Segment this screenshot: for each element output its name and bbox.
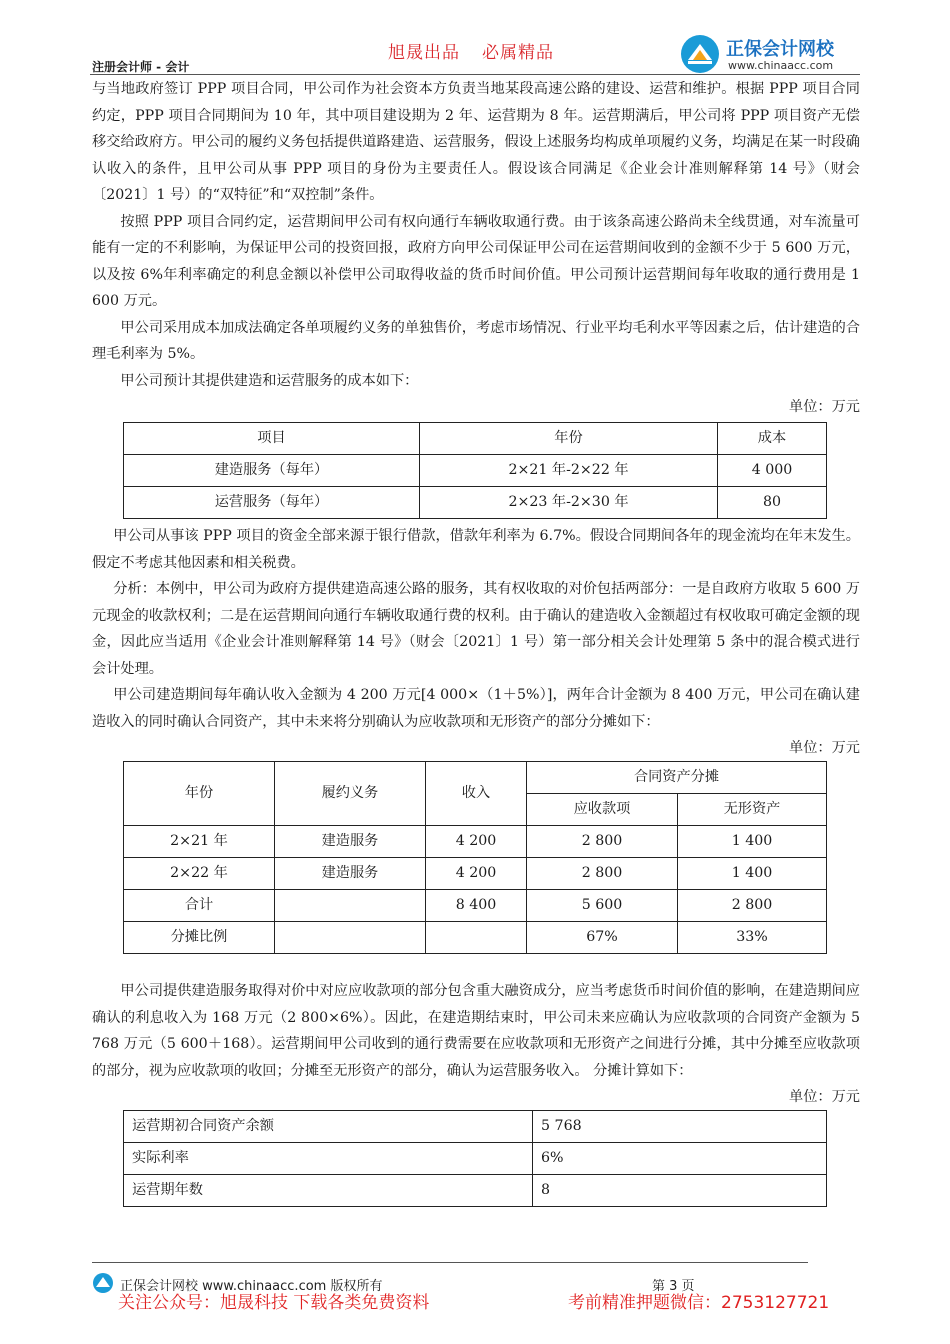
table-cell: 8	[533, 1175, 827, 1207]
table-cell: 运营服务（每年）	[124, 487, 420, 519]
document-body	[92, 76, 860, 1207]
logo-emblem-icon	[680, 34, 720, 74]
table-header-row	[124, 423, 827, 455]
table-cell: 80	[718, 487, 827, 519]
table-cell: 2×21 年-2×22 年	[420, 455, 718, 487]
unit-label-1: 单位：万元	[789, 399, 860, 415]
paragraph-6: 分析：本例中，甲公司为政府方提供建造高速公路的服务，其有权收取的对价包括两部分：一是自政府方收取 5 600 万元现金的收款权利；二是在运营期间向通行车辆收取通行费的权利。由于确认的建造收入金额超过有权收取可确定金额的现金，因此应当适用《企业会计准则解释第 14 号》（财会〔2021〕1 号）第一部分相关会计处理第 5 条中的混合模式进行会计处理。	[92, 581, 860, 677]
footer-copyright: 正保会计网校 www.chinaacc.com 版权所有	[120, 1279, 383, 1294]
table-row	[124, 858, 827, 890]
footer-divider	[92, 1262, 808, 1263]
allocation-table	[123, 761, 827, 954]
table-cell: 运营期年数	[124, 1175, 533, 1207]
chinaacc-logo	[680, 34, 880, 74]
table-cell: 5 600	[527, 890, 678, 922]
paragraph-3: 甲公司采用成本加成法确定各单项履约义务的单独售价，考虑市场情况、行业平均毛利水平等因素之后，估计建造的合理毛利率为 5%。	[92, 319, 860, 362]
table-cell: 实际利率	[124, 1143, 533, 1175]
table-cell: 2×22 年	[124, 858, 275, 890]
table-cell: 2 800	[527, 826, 678, 858]
table-header-cell: 履约义务	[275, 762, 426, 826]
logo-title: 正保会计网校	[726, 39, 834, 60]
table-cell: 2×23 年-2×30 年	[420, 487, 718, 519]
document-header-title: 注册会计师 - 会计	[92, 60, 190, 74]
table-row	[124, 455, 827, 487]
table-cell: 2×21 年	[124, 826, 275, 858]
table-row	[124, 826, 827, 858]
table-cell: 2 800	[527, 858, 678, 890]
table-row	[124, 890, 827, 922]
table-row	[124, 1111, 827, 1143]
table-cell: 2 800	[678, 890, 827, 922]
table-cell: 4 000	[718, 455, 827, 487]
table-cell: 1 400	[678, 826, 827, 858]
header-slogan	[388, 38, 576, 63]
table-cell: 5 768	[533, 1111, 827, 1143]
table-header-cell: 年份	[124, 762, 275, 826]
table-row	[124, 922, 827, 954]
table-cell: 4 200	[426, 858, 527, 890]
table-cell	[426, 922, 527, 954]
cost-table	[123, 422, 827, 519]
table-row	[124, 487, 827, 519]
table-cell: 建造服务（每年）	[124, 455, 420, 487]
page-number: 第 3 页	[652, 1279, 695, 1294]
table-header-row	[124, 762, 827, 794]
table-cell	[275, 922, 426, 954]
table-row	[124, 1175, 827, 1207]
table-cell	[275, 890, 426, 922]
table-cell: 6%	[533, 1143, 827, 1175]
table-cell: 33%	[678, 922, 827, 954]
paragraph-7: 甲公司建造期间每年确认收入金额为 4 200 万元[4 000×（1＋5%）]，两年合计金额为 8 400 万元，甲公司在确认建造收入的同时确认合同资产，其中未来将分别确认为应收款项和无形资产的部分分摊如下：	[92, 687, 860, 730]
slogan-part-1: 旭晟出品	[388, 43, 460, 63]
table-header-cell: 无形资产	[678, 794, 827, 826]
unit-label-3: 单位：万元	[789, 1089, 860, 1105]
unit-label-2: 单位：万元	[789, 740, 860, 756]
table-header-cell: 项目	[124, 423, 420, 455]
table-cell: 8 400	[426, 890, 527, 922]
promo-right-text: 考前精准押题微信：2753127721	[568, 1293, 830, 1313]
paragraph-8: 甲公司提供建造服务取得对价中对应应收款项的部分包含重大融资成分，应当考虑货币时间价值的影响，在建造期间应确认的利息收入为 168 万元（2 800×6%）。因此，在建造期结束时，甲公司未来应确认为应收款项的合同资产金额为 5 768 万元（5 600＋168）。运营期间甲公司收到的通行费需要在应收款项和无形资产之间进行分摊，其中分摊至应收款项的部分，视为应收款项的收回；分摊至无形资产的部分，确认为运营服务收入。 分摊计算如下：	[92, 983, 860, 1079]
table-cell: 67%	[527, 922, 678, 954]
amortization-table	[123, 1110, 827, 1207]
paragraph-4: 甲公司预计其提供建造和运营服务的成本如下：	[120, 372, 419, 389]
paragraph-2: 按照 PPP 项目合同约定，运营期间甲公司有权向通行车辆收取通行费。由于该条高速公路尚未全线贯通，对车流量可能有一定的不利影响，为保证甲公司的投资回报，政府方向甲公司保证甲公司在运营期间收到的金额不少于 5 600 万元，以及按 6%年利率确定的利息金额以补偿甲公司取得收益的货币时间价值。甲公司预计运营期间每年收取的通行费用是 1 600 万元。	[92, 213, 860, 309]
header-divider	[90, 74, 860, 75]
table-cell: 分摊比例	[124, 922, 275, 954]
table-row	[124, 1143, 827, 1175]
table-cell: 合计	[124, 890, 275, 922]
table-cell: 1 400	[678, 858, 827, 890]
table-header-cell: 应收款项	[527, 794, 678, 826]
table-cell: 建造服务	[275, 858, 426, 890]
table-header-cell: 年份	[420, 423, 718, 455]
table-cell: 4 200	[426, 826, 527, 858]
table-header-cell: 成本	[718, 423, 827, 455]
slogan-part-2: 必属精品	[482, 43, 554, 63]
paragraph-5: 甲公司从事该 PPP 项目的资金全部来源于银行借款，借款年利率为 6.7%。假设合同期间各年的现金流均在年末发生。假定不考虑其他因素和相关税费。	[92, 528, 860, 571]
table-header-cell: 合同资产分摊	[527, 762, 827, 794]
promo-left-text: 关注公众号：旭晟科技 下载各类免费资料	[118, 1293, 430, 1313]
table-header-cell: 收入	[426, 762, 527, 826]
paragraph-1: 与当地政府签订 PPP 项目合同，甲公司作为社会资本方负责当地某段高速公路的建设、运营和维护。根据 PPP 项目合同约定，PPP 项目合同期间为 10 年，其中项目建设期为 2 年、运营期为 8 年。运营期满后，甲公司将 PPP 项目资产无偿移交给政府方。甲公司的履约义务包括提供道路建造、运营服务，假设上述服务均构成单项履约义务，均满足在某一时段确认收入的条件，且甲公司从事 PPP 项目的身份为主要责任人。假设该合同满足《企业会计准则解释第 14 号》（财会〔2021〕1 号）的“双特征”和“双控制”条件。	[92, 81, 860, 203]
logo-url: www.chinaacc.com	[728, 59, 834, 72]
table-cell: 运营期初合同资产余额	[124, 1111, 533, 1143]
footer-logo-icon	[92, 1272, 114, 1294]
table-cell: 建造服务	[275, 826, 426, 858]
